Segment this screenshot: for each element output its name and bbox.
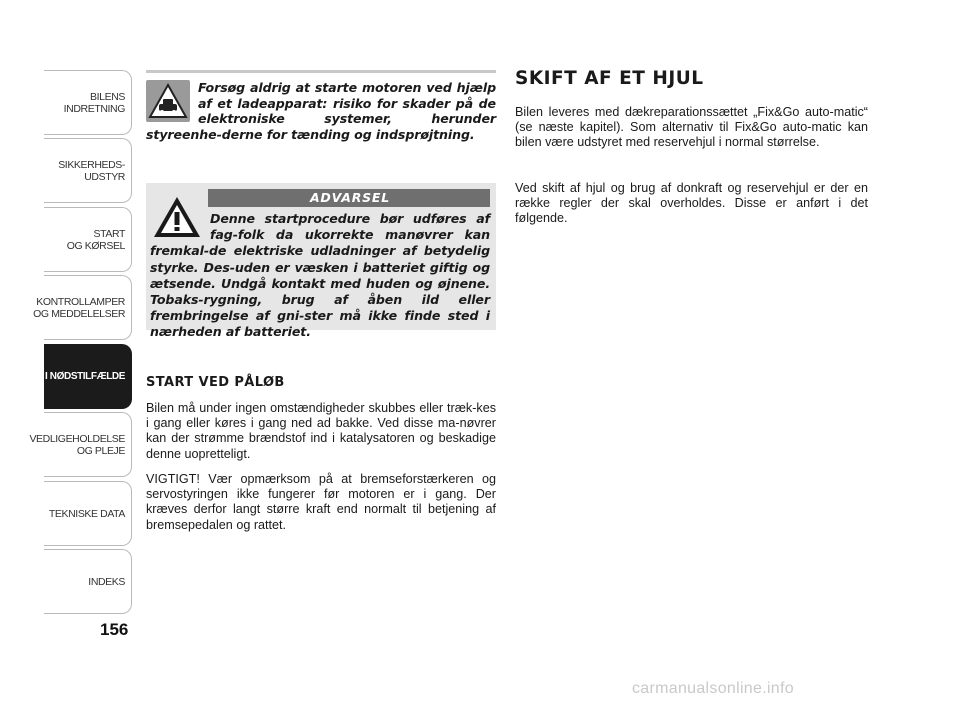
tab-label: BILENS bbox=[90, 90, 125, 103]
tab-label: START bbox=[93, 227, 125, 240]
tab-label: INDRETNING bbox=[63, 102, 125, 115]
tab-label: UDSTYR bbox=[84, 170, 125, 183]
tab-tekniske-data[interactable] bbox=[44, 481, 132, 546]
section-title-skift-af-et-hjul: SKIFT AF ET HJUL bbox=[515, 68, 704, 89]
warning-box bbox=[146, 183, 496, 340]
tab-start-og-korsel[interactable] bbox=[44, 207, 132, 272]
tab-bilens-indretning[interactable] bbox=[44, 70, 132, 135]
tab-vedligeholdelse[interactable] bbox=[29, 412, 132, 477]
tab-label: INDEKS bbox=[88, 575, 125, 588]
body-paragraph: Bilen leveres med dækreparationssættet „Fix&Go auto-matic“ (se næste kapitel). Som alternativ til Fix&Go auto-matic kan bilen være udstyret med reservehjul i normal størrelse. bbox=[515, 105, 868, 150]
body-paragraph: Bilen må under ingen omstændigheder skubbes eller træk-kes i gang eller køres i gang ned ad bakke. Ved disse ma-nøvrer kan der strømme brændstof ind i katalysatoren og beskadige denne uopretteligt. bbox=[146, 401, 496, 461]
section-title-start-ved-pålob: START VED PÅLØB bbox=[146, 375, 285, 390]
tab-label: OG MEDDELELSER bbox=[33, 307, 125, 320]
tab-label: OG PLEJE bbox=[76, 444, 125, 457]
warning-heading: ADVARSEL bbox=[208, 189, 490, 207]
tab-sikkerhedsudstyr[interactable] bbox=[44, 138, 132, 203]
warning-text: Denne startprocedure bør udføres af fag-folk da ukorrekte manøvrer kan fremkal-de elektriske udladninger af betydelig styrke. Des-uden er væsken i batteriet giftig og ætsende. Undgå kontakt med huden og øjnene. Tobaks-rygning, brug af åben ild eller frembringelse af gni-ster må ikke finde sted i nærheden af batteriet. bbox=[150, 211, 490, 340]
top-divider bbox=[146, 70, 496, 73]
caution-text: Forsøg aldrig at starte motoren ved hjælp af et ladeapparat: risiko for skader på de elektroniske systemer, herunder styreenhe-derne for tænding og indsprøjtning. bbox=[146, 80, 496, 142]
tab-label: SIKKERHEDS- bbox=[58, 158, 125, 171]
body-paragraph: Ved skift af hjul og brug af donkraft og reservehjul er der en række regler der skal overholdes. Disse er anført i det følgende. bbox=[515, 181, 868, 226]
tab-kontrollamper[interactable] bbox=[33, 275, 132, 340]
tab-indeks[interactable] bbox=[44, 549, 132, 614]
tab-label: I NØDSTILFÆLDE bbox=[45, 370, 125, 382]
tab-label: TEKNISKE DATA bbox=[48, 507, 125, 520]
tab-i-nodstilfaelde[interactable] bbox=[44, 344, 132, 409]
tab-label: KONTROLLAMPER bbox=[36, 295, 125, 308]
tab-label: OG KØRSEL bbox=[66, 239, 125, 252]
warning-triangle-icon bbox=[152, 195, 202, 239]
page-number: 156 bbox=[100, 620, 129, 639]
tab-label: VEDLIGEHOLDELSE bbox=[29, 432, 125, 445]
body-paragraph: VIGTIGT! Vær opmærksom på at bremseforstærkeren og servostyringen ikke fungerer før motoren er i gang. Der kræves derfor langt større kraft end normalt til betjening af bremsepedalen og rattet. bbox=[146, 472, 496, 532]
watermark: carmanualsonline.info bbox=[632, 680, 794, 697]
car-caution-icon bbox=[146, 80, 190, 122]
caution-note bbox=[146, 80, 496, 142]
